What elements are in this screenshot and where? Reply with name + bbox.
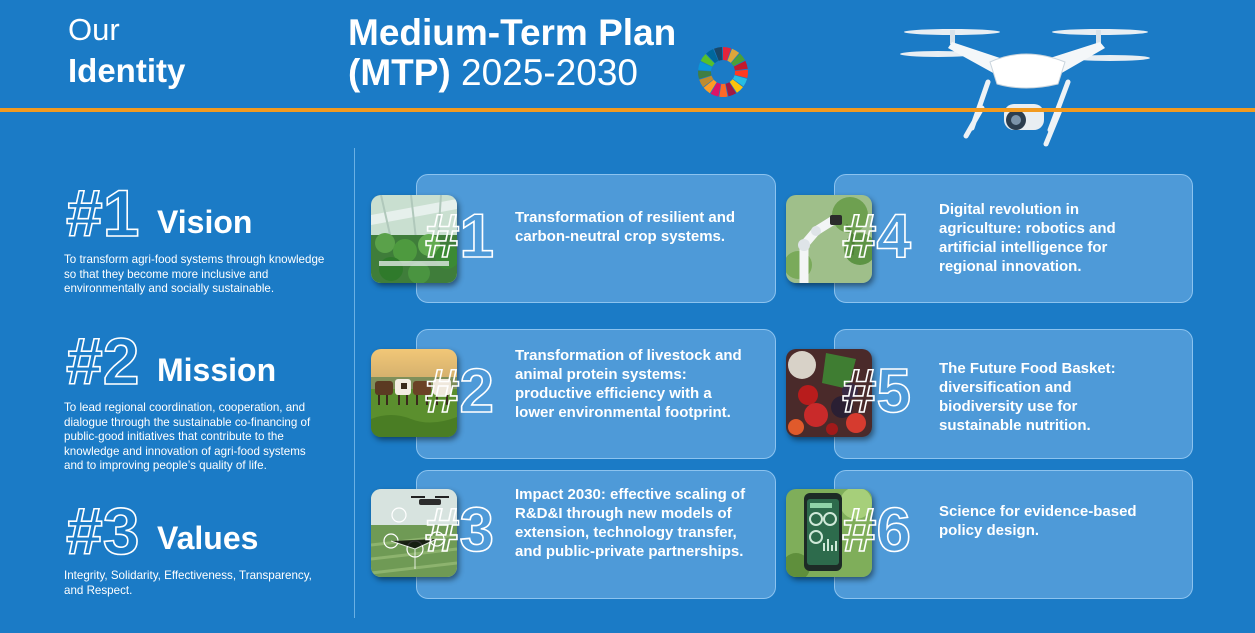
card-1-text: Transformation of resilient and carbon-neutral crop systems. (515, 209, 736, 245)
card-2-text: Transformation of livestock and animal protein systems: productive efficiency with a lower environmental footprint. (515, 347, 742, 421)
header-our: Our (68, 12, 120, 47)
vision-heading: Vision (157, 204, 253, 240)
mission-text: To lead regional coordination, cooperation, and dialogue through the sustainable co-financing of public-good initiatives that contribute to the knowledge and innovation of agri-food systems and to improving people’s quality of life. (64, 401, 311, 473)
page-title-line2 (348, 52, 638, 94)
vision-text: To transform agri-food systems through knowledge so that they become more inclusive and environmentally and socially sustainable. (64, 253, 325, 296)
card-5-number: #5 (842, 357, 911, 426)
sdg-wheel-icon (697, 46, 749, 98)
mission-heading: Mission (157, 352, 277, 388)
card-4-text: Digital revolution in agriculture: robotics and artificial intelligence for regional innovation. (939, 201, 1116, 275)
title-mtp: (MTP) (348, 52, 451, 93)
drone-icon (900, 18, 1155, 150)
card-6-text: Science for evidence-based policy design. (939, 503, 1137, 539)
vision-number: #1 (66, 176, 140, 250)
card-3-text: Impact 2030: effective scaling of R&D&I through new models of extension, technology transfer, and public-private partnerships. (515, 486, 746, 560)
header-identity: Identity (68, 52, 186, 89)
values-heading: Values (157, 520, 259, 556)
values-text: Integrity, Solidarity, Effectiveness, Transparency, and Respect. (64, 569, 312, 597)
title-years: 2025-2030 (450, 52, 638, 93)
values-number: #3 (66, 494, 140, 568)
column-divider (354, 148, 355, 618)
header-divider (0, 108, 1255, 112)
mission-number: #2 (66, 324, 140, 398)
card-2-number: #2 (425, 357, 494, 426)
card-6-number: #6 (842, 496, 911, 565)
card-5-text: The Future Food Basket: diversification and biodiversity use for sustainable nutrition. (939, 360, 1116, 434)
card-1-number: #1 (425, 202, 494, 271)
page-title-line1: Medium-Term Plan (348, 12, 677, 53)
card-4-number: #4 (842, 202, 911, 271)
card-3-number: #3 (425, 496, 494, 565)
